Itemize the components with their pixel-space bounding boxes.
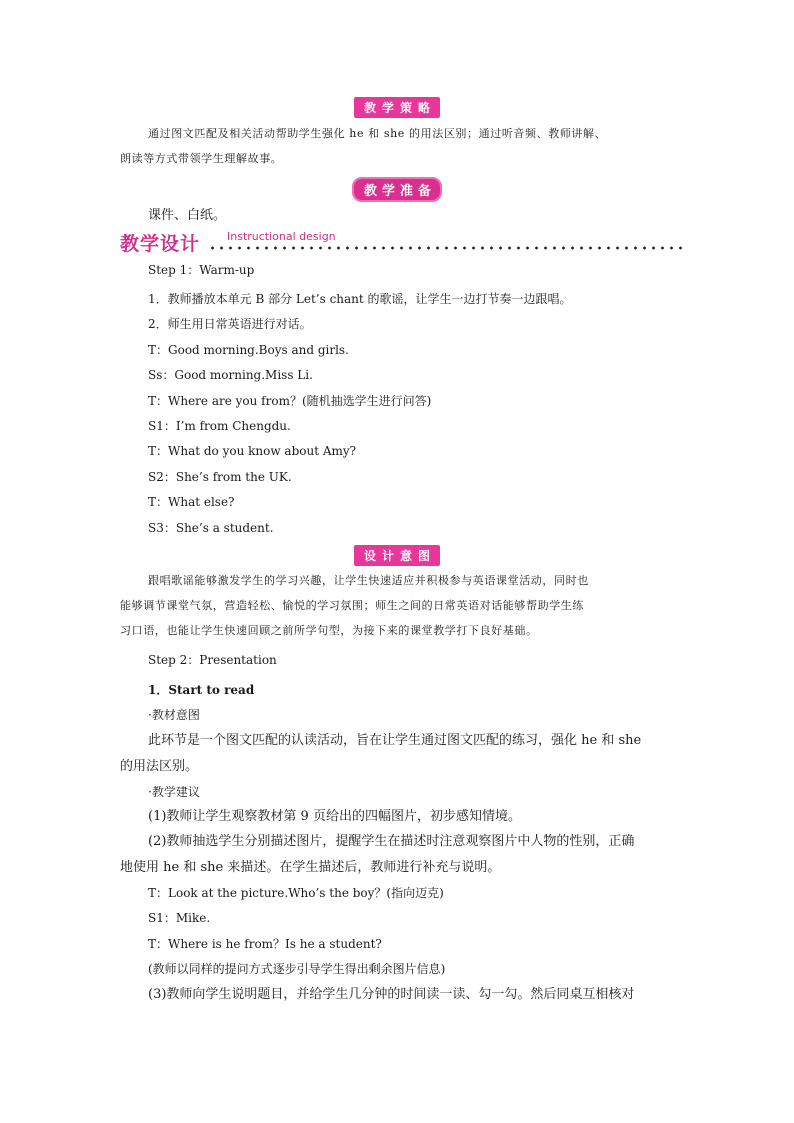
step1-title: Step 1：Warm-up	[148, 263, 255, 277]
strategy-text-line-1: 通过图文匹配及相关活动帮助学生强化 he 和 she 的用法区别；通过听音频、教师讲解、	[148, 127, 607, 140]
step1-item-2: 2．师生用日常英语进行对话。	[148, 317, 312, 331]
intent-text-line-1: 跟唱歌谣能够激发学生的学习兴趣，让学生快速适应并积极参与英语课堂活动，同时也	[148, 574, 589, 587]
teaching-advice-label: ·教学建议	[148, 785, 200, 799]
advice-line-7: (教师以同样的提问方式逐步引导学生得出剩余图片信息)	[148, 962, 446, 976]
dialogue-line-1: T：Good morning.Boys and girls.	[148, 343, 349, 357]
advice-line-4: T：Look at the picture.Who’s the boy？(指向迈克)	[148, 886, 444, 900]
material-intent-line-2: 的用法区别。	[120, 759, 199, 774]
intent-badge-row	[0, 545, 794, 566]
prep-badge: 教学准备	[352, 177, 442, 202]
dialogue-line-2: Ss：Good morning.Miss Li.	[148, 368, 313, 382]
dialogue-line-4: S1：I’m from Chengdu.	[148, 419, 291, 433]
dialogue-line-5: T：What do you know about Amy?	[148, 444, 357, 458]
strategy-badge-row	[0, 97, 794, 118]
advice-line-2: (2)教师抽选学生分别描述图片，提醒学生在描述时注意观察图片中人物的性别，正确	[148, 834, 635, 849]
step2-subheading: 1．Start to read	[148, 683, 255, 697]
prep-badge-row	[0, 177, 794, 202]
material-intent-label: ·教材意图	[148, 708, 200, 722]
intent-text-line-3: 习口语，也能让学生快速回顾之前所学句型，为接下来的课堂教学打下良好基础。	[120, 624, 538, 637]
step1-item-1: 1．教师播放本单元 B 部分 Let’s chant 的歌谣，让学生一边打节奏一边跟唱。	[148, 292, 572, 306]
heading-title: 教学设计	[120, 233, 201, 255]
advice-line-5: S1：Mike.	[148, 911, 211, 925]
dialogue-line-6: S2：She’s from the UK.	[148, 470, 292, 484]
heading-subtitle: Instructional design	[227, 230, 336, 243]
material-intent-line-1: 此环节是一个图文匹配的认读活动，旨在让学生通过图文匹配的练习，强化 he 和 she	[148, 733, 642, 748]
prep-text: 课件、白纸。	[148, 208, 227, 223]
advice-line-3: 地使用 he 和 she 来描述。在学生描述后，教师进行补充与说明。	[120, 860, 501, 875]
intent-text-line-2: 能够调节课堂气氛，营造轻松、愉悦的学习氛围；师生之间的日常英语对话能够帮助学生练	[120, 599, 584, 612]
section-heading	[120, 229, 686, 253]
strategy-badge: 教学策略	[354, 97, 440, 118]
step2-title: Step 2：Presentation	[148, 653, 277, 667]
dialogue-line-8: S3：She’s a student.	[148, 521, 274, 535]
advice-line-6: T：Where is he from？Is he a student?	[148, 937, 382, 951]
intent-badge: 设计意图	[354, 545, 440, 566]
dialogue-line-3: T：Where are you from？(随机抽选学生进行问答)	[148, 394, 432, 408]
advice-line-8: (3)教师向学生说明题目，并给学生几分钟的时间读一读、勾一勾。然后同桌互相核对	[148, 987, 635, 1002]
dialogue-line-7: T：What else?	[148, 495, 235, 509]
heading-dotted-rule	[208, 246, 686, 250]
advice-line-1: (1)教师让学生观察教材第 9 页给出的四幅图片，初步感知情境。	[148, 809, 521, 824]
strategy-text-line-2: 朗读等方式带领学生理解故事。	[120, 152, 283, 165]
